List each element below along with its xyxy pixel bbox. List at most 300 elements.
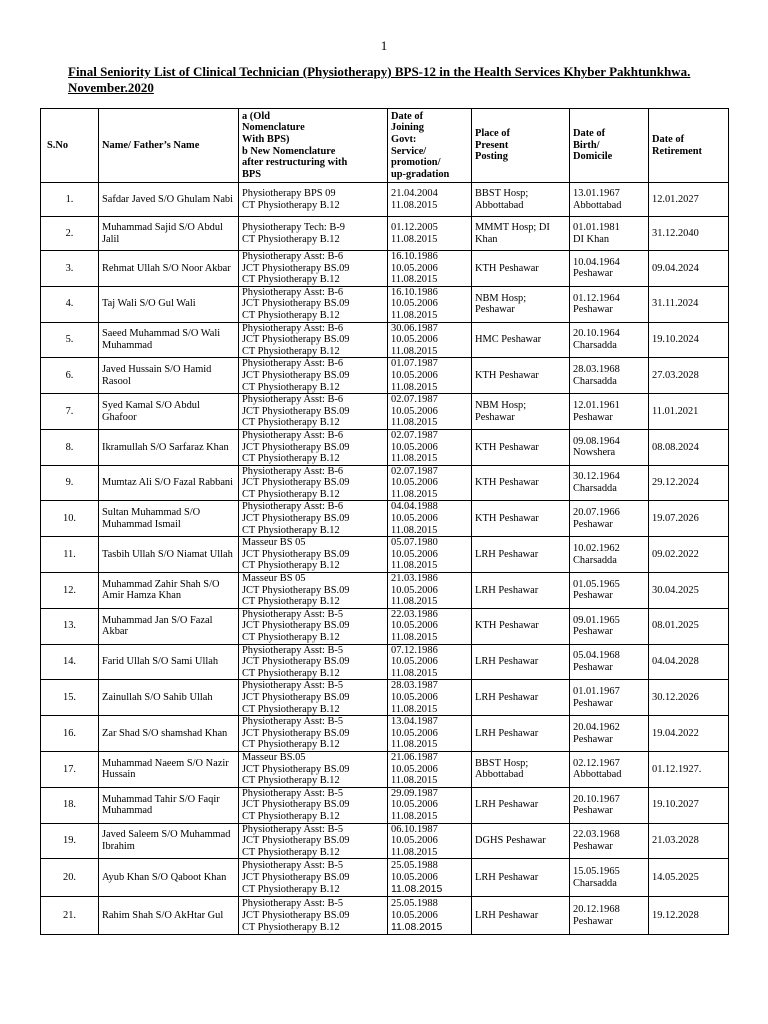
cell-retirement: 08.08.2024: [649, 429, 729, 465]
cell-posting: [472, 358, 570, 394]
cell-retirement: 08.01.2025: [649, 608, 729, 644]
cell-posting: [472, 608, 570, 644]
cell-sno: 3.: [41, 251, 99, 287]
header-joining-line: Service/: [391, 145, 427, 157]
posting-place: KTH Peshawar: [475, 262, 539, 274]
cell-birth: [570, 501, 649, 537]
cell-retirement: 21.03.2028: [649, 823, 729, 859]
joining-date: 02.07.1987: [391, 429, 438, 441]
header-posting-line: Place of: [475, 128, 510, 140]
cell-joining-dates: [388, 322, 472, 358]
cell-joining-dates: [388, 787, 472, 823]
nomenclature-line: JCT Physiotherapy BS.09: [242, 405, 350, 417]
joining-date: 10.05.2006: [391, 691, 438, 703]
nomenclature-line: Masseur BS 05: [242, 537, 306, 549]
posting-place: LRH Peshawar: [475, 584, 539, 596]
header-nomenclature-line: BPS: [242, 168, 262, 180]
nomenclature-line: CT Physiotherapy B.12: [242, 199, 340, 211]
nomenclature-line: JCT Physiotherapy BS.09: [242, 262, 350, 274]
cell-name: [99, 217, 239, 251]
nomenclature-line: CT Physiotherapy B.12: [242, 921, 340, 933]
employee-name: Syed Kamal S/O Abdul Ghafoor: [102, 399, 200, 423]
nomenclature-line: CT Physiotherapy B.12: [242, 596, 340, 608]
header-joining-line: promotion/: [391, 157, 441, 169]
cell-sno: 5.: [41, 322, 99, 358]
joining-date: 10.05.2006: [391, 909, 438, 921]
nomenclature-line: Physiotherapy Asst: B-6: [242, 465, 344, 477]
birth-line: 01.05.1965: [573, 578, 620, 590]
nomenclature-line: Physiotherapy Asst: B-5: [242, 680, 344, 692]
cell-joining-dates: [388, 823, 472, 859]
cell-birth: [570, 787, 649, 823]
joining-date: 10.05.2006: [391, 656, 438, 668]
page-number: 1: [380, 38, 388, 53]
cell-posting: [472, 286, 570, 322]
nomenclature-line: Physiotherapy Asst: B-5: [242, 644, 344, 656]
employee-name: Muhammad Sajid S/O Abdul Jalil: [102, 221, 223, 245]
employee-name: Sultan Muhammad S/O Muhammad Ismail: [102, 507, 201, 530]
cell-nomenclature: [239, 322, 388, 358]
employee-name: Rahim Shah S/O AkHtar Gul: [102, 909, 224, 921]
header-joining-line: Govt:: [391, 133, 417, 145]
cell-name: [99, 644, 239, 680]
nomenclature-line: CT Physiotherapy B.12: [242, 345, 340, 357]
posting-place: NBM Hosp; Peshawar: [475, 292, 527, 316]
birth-line: Nowshera: [573, 447, 616, 459]
cell-sno: 12.: [41, 573, 99, 609]
cell-posting: [472, 716, 570, 752]
table-row: [41, 429, 729, 465]
header-retirement-line: Retirement: [652, 145, 703, 157]
nomenclature-line: JCT Physiotherapy BS.09: [242, 369, 350, 381]
cell-nomenclature: [239, 183, 388, 217]
cell-sno: 16.: [41, 716, 99, 752]
joining-date: 01.12.2005: [391, 221, 438, 233]
header-nomenclature: [239, 109, 388, 183]
birth-line: Charsadda: [573, 877, 617, 889]
cell-joining-dates: [388, 429, 472, 465]
table-row: [41, 394, 729, 430]
header-nomenclature-line: With BPS): [242, 133, 290, 145]
cell-retirement: 31.11.2024: [649, 286, 729, 322]
cell-sno: 20.: [41, 859, 99, 897]
cell-sno: 8.: [41, 429, 99, 465]
nomenclature-line: JCT Physiotherapy BS.09: [242, 548, 350, 560]
cell-posting: [472, 680, 570, 716]
header-nomenclature-line: Nomenclature: [242, 122, 305, 134]
posting-place: BBST Hosp; Abbottabad: [475, 187, 529, 211]
employee-name: Muhammad Tahir S/O Faqir Muhammad: [102, 793, 220, 817]
table-row: [41, 251, 729, 287]
cell-birth: [570, 897, 649, 935]
table-row: [41, 716, 729, 752]
posting-place: LRH Peshawar: [475, 691, 539, 703]
birth-line: Abbottabad: [573, 199, 622, 211]
cell-retirement: 19.12.2028: [649, 897, 729, 935]
cell-nomenclature: [239, 358, 388, 394]
joining-date: 10.05.2006: [391, 369, 438, 381]
cell-birth: [570, 394, 649, 430]
cell-retirement: 12.01.2027: [649, 183, 729, 217]
nomenclature-line: CT Physiotherapy B.12: [242, 632, 340, 643]
joining-date: 11.08.2015: [391, 488, 438, 500]
birth-line: Charsadda: [573, 339, 617, 351]
birth-line: 13.01.1967: [573, 187, 620, 199]
cell-name: [99, 286, 239, 322]
cell-birth: [570, 537, 649, 573]
birth-line: Peshawar: [573, 626, 613, 638]
cell-name: [99, 751, 239, 787]
cell-birth: [570, 322, 649, 358]
birth-line: 01.12.1964: [573, 292, 620, 304]
birth-line: 09.08.1964: [573, 435, 620, 447]
nomenclature-line: CT Physiotherapy B.12: [242, 309, 340, 321]
birth-line: Peshawar: [573, 268, 613, 280]
nomenclature-line: Physiotherapy Asst: B-5: [242, 787, 344, 799]
nomenclature-line: JCT Physiotherapy BS.09: [242, 656, 350, 668]
cell-nomenclature: [239, 608, 388, 644]
cell-name: [99, 897, 239, 935]
nomenclature-line: Physiotherapy Asst: B-5: [242, 608, 344, 620]
cell-birth: [570, 358, 649, 394]
posting-place: KTH Peshawar: [475, 477, 539, 489]
table-row: [41, 608, 729, 644]
birth-line: 20.10.1967: [573, 793, 620, 805]
cell-name: [99, 358, 239, 394]
cell-retirement: 30.12.2026: [649, 680, 729, 716]
joining-date: 10.05.2006: [391, 334, 438, 346]
joining-date: 30.06.1987: [391, 322, 438, 334]
table-row: [41, 217, 729, 251]
cell-name: [99, 573, 239, 609]
nomenclature-line: CT Physiotherapy B.12: [242, 775, 340, 787]
nomenclature-line: Physiotherapy Tech: B-9: [242, 221, 345, 233]
cell-posting: [472, 823, 570, 859]
cell-name: [99, 465, 239, 501]
nomenclature-line: Physiotherapy Asst: B-6: [242, 394, 344, 406]
header-joining-line: Joining: [391, 122, 424, 134]
birth-line: Peshawar: [573, 915, 613, 927]
nomenclature-line: CT Physiotherapy B.12: [242, 667, 340, 679]
posting-place: LRH Peshawar: [475, 727, 539, 739]
nomenclature-line: CT Physiotherapy B.12: [242, 810, 340, 822]
table-row: [41, 859, 729, 897]
nomenclature-line: Physiotherapy Asst: B-6: [242, 286, 344, 298]
cell-retirement: 27.03.2028: [649, 358, 729, 394]
joining-date: 10.05.2006: [391, 513, 438, 525]
cell-sno: 19.: [41, 823, 99, 859]
cell-posting: [472, 644, 570, 680]
birth-line: 01.01.1981: [573, 221, 620, 233]
cell-posting: [472, 217, 570, 251]
employee-name: Taj Wali S/O Gul Wali: [102, 298, 196, 310]
cell-nomenclature: [239, 394, 388, 430]
employee-name: Ayub Khan S/O Qaboot Khan: [102, 871, 227, 883]
joining-date: 10.05.2006: [391, 548, 438, 560]
table-row: [41, 322, 729, 358]
nomenclature-line: JCT Physiotherapy BS.09: [242, 334, 350, 346]
cell-name: [99, 716, 239, 752]
cell-joining-dates: [388, 394, 472, 430]
header-joining: [388, 109, 472, 183]
birth-line: 10.02.1962: [573, 543, 620, 555]
birth-line: 05.04.1968: [573, 650, 620, 662]
header-joining-line: up-gradation: [391, 168, 450, 180]
birth-line: 28.03.1968: [573, 364, 620, 376]
posting-place: KTH Peshawar: [475, 513, 539, 525]
posting-place: DGHS Peshawar: [475, 835, 546, 847]
header-nomenclature-line: b New Nomenclature: [242, 145, 336, 157]
cell-nomenclature: [239, 429, 388, 465]
employee-name: Muhammad Naeem S/O Nazir Hussain: [102, 757, 229, 781]
cell-joining-dates: [388, 751, 472, 787]
birth-line: Peshawar: [573, 304, 613, 316]
posting-place: BBST Hosp; Abbottabad: [475, 757, 529, 781]
cell-retirement: 09.04.2024: [649, 251, 729, 287]
cell-posting: [472, 573, 570, 609]
nomenclature-line: Physiotherapy Asst: B-5: [242, 716, 344, 728]
table-row: [41, 286, 729, 322]
employee-name: Safdar Javed S/O Ghulam Nabi: [102, 193, 234, 205]
joining-date: 11.08.2015: [391, 560, 438, 572]
cell-joining-dates: [388, 644, 472, 680]
joining-date: 29.09.1987: [391, 787, 438, 799]
joining-date: 10.05.2006: [391, 620, 438, 632]
nomenclature-line: Physiotherapy Asst: B-6: [242, 358, 344, 370]
cell-birth: [570, 573, 649, 609]
joining-date: 11.08.2015: [391, 596, 438, 608]
cell-joining-dates: [388, 501, 472, 537]
nomenclature-line: JCT Physiotherapy BS.09: [242, 799, 350, 811]
header-birth-line: Birth/: [573, 139, 600, 151]
joining-date: 16.10.1986: [391, 286, 438, 298]
cell-joining-dates: [388, 537, 472, 573]
joining-date: 11.08.2015: [391, 381, 438, 393]
nomenclature-line: Physiotherapy Asst: B-6: [242, 322, 344, 334]
cell-sno: 7.: [41, 394, 99, 430]
nomenclature-line: JCT Physiotherapy BS.09: [242, 727, 350, 739]
birth-line: 20.12.1968: [573, 904, 620, 916]
document-title: Final Seniority List of Clinical Technician (Physiotherapy) BPS-12 in the Health Services Khyber Pakhtunkhwa. November.2020: [68, 64, 691, 95]
birth-line: 20.10.1964: [573, 328, 620, 340]
cell-birth: [570, 608, 649, 644]
table-row: [41, 823, 729, 859]
cell-nomenclature: [239, 787, 388, 823]
cell-name: [99, 787, 239, 823]
employee-name: Zar Shad S/O shamshad Khan: [102, 727, 228, 739]
table-row: [41, 183, 729, 217]
joining-date: 01.07.1987: [391, 358, 438, 370]
employee-name: Rehmat Ullah S/O Noor Akbar: [102, 262, 231, 274]
nomenclature-line: JCT Physiotherapy BS.09: [242, 298, 350, 310]
cell-birth: [570, 465, 649, 501]
table-row: [41, 751, 729, 787]
nomenclature-line: CT Physiotherapy B.12: [242, 846, 340, 858]
cell-nomenclature: [239, 680, 388, 716]
nomenclature-line: JCT Physiotherapy BS.09: [242, 584, 350, 596]
nomenclature-line: JCT Physiotherapy BS.09: [242, 871, 350, 883]
posting-place: LRH Peshawar: [475, 871, 539, 883]
cell-name: [99, 680, 239, 716]
cell-retirement: 11.01.2021: [649, 394, 729, 430]
cell-name: [99, 859, 239, 897]
birth-line: 22.03.1968: [573, 829, 620, 841]
cell-posting: [472, 429, 570, 465]
nomenclature-line: CT Physiotherapy B.12: [242, 381, 340, 393]
joining-date: 11.08.2015: [391, 739, 438, 751]
nomenclature-line: CT Physiotherapy B.12: [242, 417, 340, 429]
cell-joining-dates: [388, 358, 472, 394]
nomenclature-line: Physiotherapy BPS 09: [242, 187, 336, 199]
nomenclature-line: CT Physiotherapy B.12: [242, 560, 340, 572]
cell-sno: 13.: [41, 608, 99, 644]
birth-line: Charsadda: [573, 483, 617, 495]
birth-line: Peshawar: [573, 661, 613, 673]
cell-posting: [472, 322, 570, 358]
header-posting-line: Posting: [475, 151, 508, 163]
joining-date: 11.08.2015: [391, 667, 438, 679]
cell-retirement: 09.02.2022: [649, 537, 729, 573]
cell-sno: 17.: [41, 751, 99, 787]
nomenclature-line: Masseur BS.05: [242, 751, 306, 763]
cell-posting: [472, 465, 570, 501]
cell-nomenclature: [239, 823, 388, 859]
employee-name: Muhammad Zahir Shah S/O Amir Hamza Khan: [102, 578, 220, 602]
posting-place: LRH Peshawar: [475, 656, 539, 668]
cell-nomenclature: [239, 573, 388, 609]
nomenclature-line: Physiotherapy Asst: B-6: [242, 251, 344, 262]
birth-line: Peshawar: [573, 590, 613, 602]
cell-name: [99, 429, 239, 465]
header-name: Name/ Father’s Name: [99, 109, 239, 183]
joining-date: 02.07.1987: [391, 465, 438, 477]
nomenclature-line: JCT Physiotherapy BS.09: [242, 513, 350, 525]
joining-date: 22.03.1986: [391, 608, 438, 620]
table-row: [41, 537, 729, 573]
nomenclature-line: CT Physiotherapy B.12: [242, 883, 340, 895]
employee-name: Muhammad Jan S/O Fazal Akbar: [102, 614, 213, 638]
cell-joining-dates: [388, 286, 472, 322]
cell-joining-dates: [388, 608, 472, 644]
cell-posting: [472, 897, 570, 935]
cell-birth: [570, 286, 649, 322]
header-sno: S.No: [41, 109, 99, 183]
cell-joining-dates: [388, 465, 472, 501]
birth-line: Peshawar: [573, 840, 613, 852]
nomenclature-line: CT Physiotherapy B.12: [242, 524, 340, 536]
joining-date: 11.08.2015: [391, 810, 438, 822]
cell-birth: [570, 859, 649, 897]
employee-name: Ikramullah S/O Sarfaraz Khan: [102, 441, 229, 453]
table-row: [41, 465, 729, 501]
cell-joining-dates: [388, 183, 472, 217]
joining-date: 11.08.2015: [391, 345, 438, 357]
joining-date: 02.07.1987: [391, 394, 438, 406]
posting-place: LRH Peshawar: [475, 799, 539, 811]
nomenclature-line: JCT Physiotherapy BS.09: [242, 909, 350, 921]
table-row: [41, 358, 729, 394]
joining-date: 11.08.2015: [391, 309, 438, 321]
nomenclature-line: JCT Physiotherapy BS.09: [242, 835, 350, 847]
cell-joining-dates: [388, 897, 472, 935]
cell-name: [99, 501, 239, 537]
header-retirement-line: Date of: [652, 133, 685, 145]
header-birth-line: Date of: [573, 128, 606, 140]
cell-nomenclature: [239, 859, 388, 897]
birth-line: Charsadda: [573, 554, 617, 566]
cell-posting: [472, 787, 570, 823]
birth-line: Peshawar: [573, 411, 613, 423]
nomenclature-line: JCT Physiotherapy BS.09: [242, 477, 350, 489]
joining-date: 21.03.1986: [391, 573, 438, 585]
joining-date: 11.08.2015: [391, 524, 438, 536]
nomenclature-line: Masseur BS 05: [242, 573, 306, 585]
joining-date: 10.05.2006: [391, 763, 438, 775]
cell-birth: [570, 251, 649, 287]
nomenclature-line: JCT Physiotherapy BS.09: [242, 763, 350, 775]
cell-birth: [570, 217, 649, 251]
header-birth: [570, 109, 649, 183]
table-row: [41, 573, 729, 609]
cell-nomenclature: [239, 751, 388, 787]
employee-name: Farid Ullah S/O Sami Ullah: [102, 656, 219, 668]
cell-sno: 9.: [41, 465, 99, 501]
cell-sno: 18.: [41, 787, 99, 823]
joining-date: 10.05.2006: [391, 477, 438, 489]
joining-date: 10.05.2006: [391, 799, 438, 811]
birth-line: Peshawar: [573, 697, 613, 709]
cell-birth: [570, 680, 649, 716]
cell-joining-dates: [388, 680, 472, 716]
birth-line: 10.04.1964: [573, 256, 620, 268]
cell-sno: 15.: [41, 680, 99, 716]
cell-sno: 1.: [41, 183, 99, 217]
cell-joining-dates: [388, 251, 472, 287]
employee-name: Javed Saleem S/O Muhammad Ibrahim: [102, 829, 231, 852]
cell-nomenclature: [239, 716, 388, 752]
cell-retirement: 04.04.2028: [649, 644, 729, 680]
joining-date: 04.04.1988: [391, 501, 438, 513]
joining-date: 13.04.1987: [391, 716, 438, 728]
posting-place: MMMT Hosp; DI Khan: [475, 221, 550, 245]
joining-date: 16.10.1986: [391, 251, 438, 262]
cell-nomenclature: [239, 465, 388, 501]
nomenclature-line: CT Physiotherapy B.12: [242, 703, 340, 715]
cell-sno: 6.: [41, 358, 99, 394]
cell-birth: [570, 751, 649, 787]
joining-date: 11.08.2015: [391, 417, 438, 429]
cell-retirement: 19.04.2022: [649, 716, 729, 752]
cell-name: [99, 394, 239, 430]
employee-name: Zainullah S/O Sahib Ullah: [102, 691, 213, 703]
posting-place: LRH Peshawar: [475, 909, 539, 921]
nomenclature-line: JCT Physiotherapy BS.09: [242, 691, 350, 703]
nomenclature-line: JCT Physiotherapy BS.09: [242, 441, 350, 453]
birth-line: 01.01.1967: [573, 686, 620, 698]
header-posting: [472, 109, 570, 183]
joining-date: 10.05.2006: [391, 584, 438, 596]
cell-retirement: 29.12.2024: [649, 465, 729, 501]
joining-date: 10.05.2006: [391, 405, 438, 417]
joining-date: 21.04.2004: [391, 187, 438, 199]
birth-line: 20.07.1966: [573, 507, 620, 519]
nomenclature-line: CT Physiotherapy B.12: [242, 488, 340, 500]
nomenclature-line: Physiotherapy Asst: B-6: [242, 429, 344, 441]
cell-sno: 21.: [41, 897, 99, 935]
employee-name: Mumtaz Ali S/O Fazal Rabbani: [102, 477, 234, 489]
cell-joining-dates: [388, 859, 472, 897]
joining-date: 11.08.2015: [391, 846, 438, 858]
